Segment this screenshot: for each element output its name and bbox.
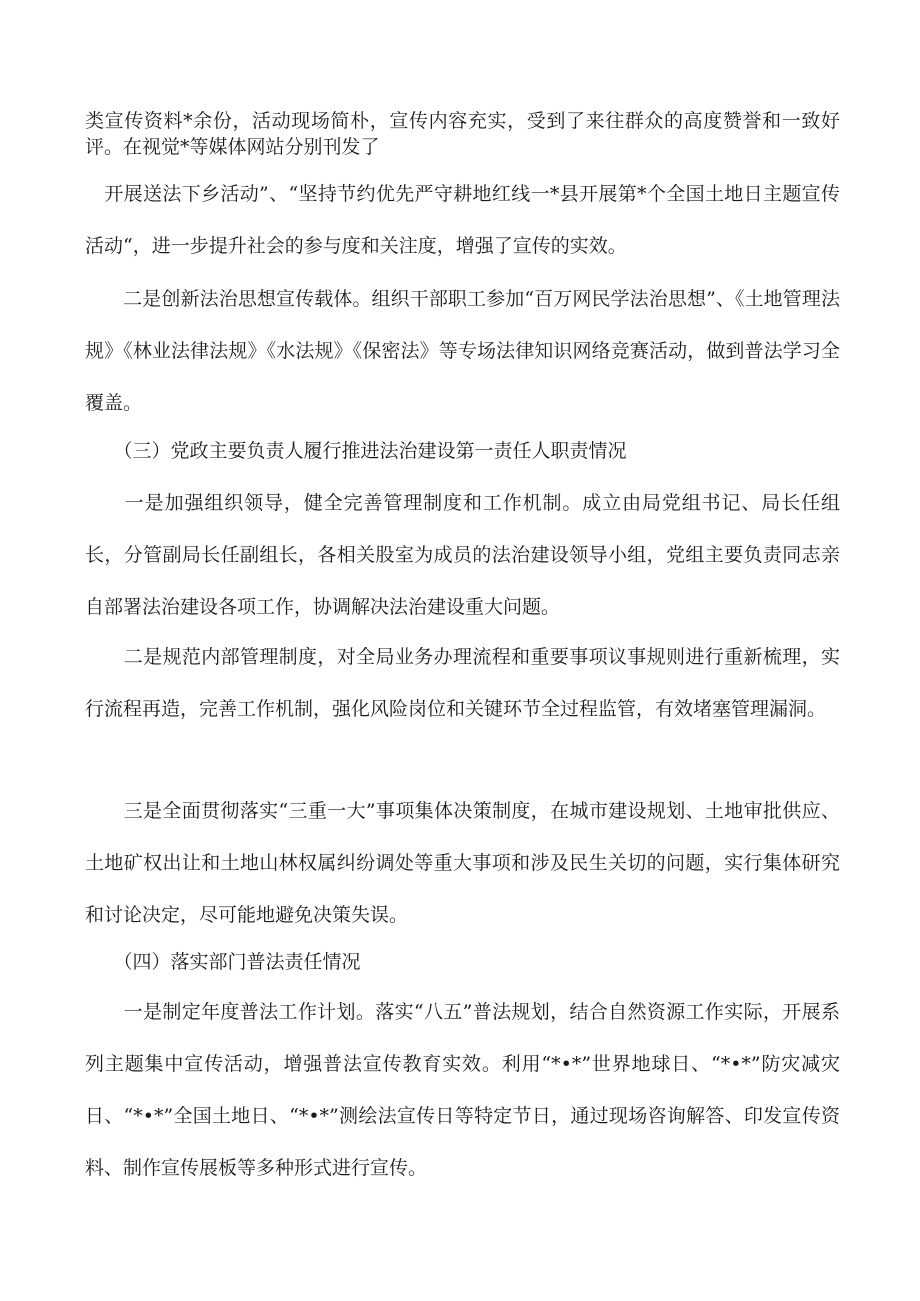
section-heading-four: （四）落实部门普法责任情况: [85, 951, 361, 973]
paragraph-annual-plan: 一是制定年度普法工作计划。落实“八五”普法规划，结合自然资源工作实际，开展系列主题集中宣传活动，增强普法宣传教育实效。利用“*•*”世界地球日、“*•*”防灾减灾日、“*•*”全国土地日、“*•*”测绘法宣传日等特定节日，通过现场咨询解答、印发宣传资料、制作宣传展板等多种形式进行宣传。: [85, 1001, 840, 1179]
paragraph-law-to-countryside: 开展送法下乡活动”、“坚持节约优先严守耕地红线一*县开展第*个全国土地日主题宣传活动“，进一步提升社会的参与度和关注度，增强了宣传的实效。: [85, 183, 840, 257]
paragraph-publicity-materials: 类宣传资料*余份，活动现场简朴，宣传内容充实，受到了来往群众的高度赞誉和一致好评。在视觉*等媒体网站分别刊发了: [85, 110, 840, 158]
paragraph-regulate-management: 二是规范内部管理制度，对全局业务办理流程和重要事项议事规则进行重新梳理，实行流程再造，完善工作机制，强化风险岗位和关键环节全过程监管，有效堵塞管理漏洞。: [85, 646, 840, 720]
section-heading-three: （三）党政主要负责人履行推进法治建设第一责任人职责情况: [85, 440, 627, 462]
paragraph-strengthen-leadership: 一是加强组织领导，健全完善管理制度和工作机制。成立由局党组书记、局长任组长，分管副局长任副组长，各相关股室为成员的法治建设领导小组，党组主要负责同志亲自部署法治建设各项工作，协调解决法治建设重大问题。: [85, 492, 840, 618]
paragraph-collective-decision: 三是全面贯彻落实“三重一大”事项集体决策制度，在城市建设规划、土地审批供应、土地矿权出让和土地山林权属纠纷调处等重大事项和涉及民生关切的问题，实行集体研究和讨论决定，尽可能地避免决策失误。: [85, 800, 840, 926]
paragraph-innovate-carriers: 二是创新法治思想宣传载体。组织干部职工参加“百万网民学法治思想”、《土地管理法规》《林业法律法规》《水法规》《保密法》等专场法律知识网络竞赛活动，做到普法学习全覆盖。: [85, 288, 840, 414]
